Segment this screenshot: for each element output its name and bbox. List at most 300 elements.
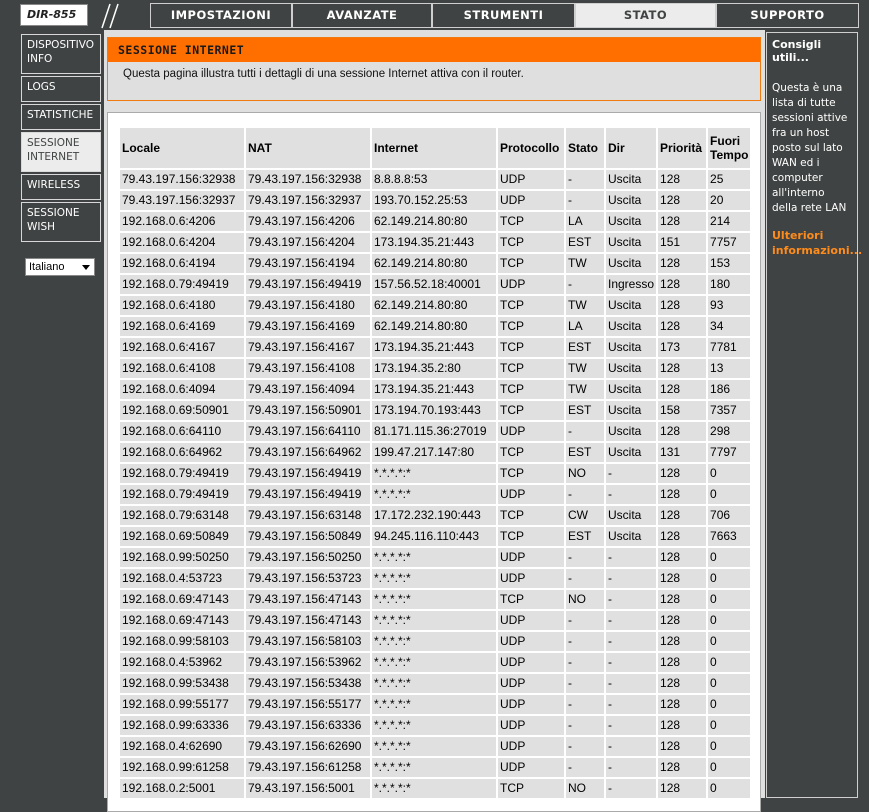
cell-priorita: 128 [658, 758, 706, 777]
cell-stato: - [566, 485, 604, 504]
cell-stato: - [566, 191, 604, 210]
cell-dir: Uscita [606, 233, 656, 252]
cell-fuori-tempo: 7797 [708, 443, 750, 462]
tab-supporto[interactable]: SUPPORTO [716, 3, 859, 28]
cell-locale: 192.168.0.69:47143 [120, 590, 244, 609]
language-select-value: Italiano [29, 261, 65, 273]
cell-protocollo: TCP [498, 338, 564, 357]
table-row [120, 527, 750, 546]
cell-priorita: 128 [658, 548, 706, 567]
cell-priorita: 128 [658, 212, 706, 231]
cell-fuori-tempo: 7663 [708, 527, 750, 546]
cell-priorita: 128 [658, 170, 706, 189]
cell-locale: 192.168.0.4:53723 [120, 569, 244, 588]
cell-locale: 192.168.0.99:63336 [120, 716, 244, 735]
column-header-stato: Stato [566, 128, 604, 168]
cell-fuori-tempo: 153 [708, 254, 750, 273]
cell-internet: 173.194.35.21:443 [372, 338, 496, 357]
cell-fuori-tempo: 706 [708, 506, 750, 525]
sidebar-item-dispositivo-info[interactable]: DISPOSITIVO INFO [21, 34, 101, 74]
cell-locale: 192.168.0.6:64110 [120, 422, 244, 441]
chevron-down-icon [82, 265, 90, 270]
cell-locale: 192.168.0.6:4180 [120, 296, 244, 315]
cell-fuori-tempo: 0 [708, 695, 750, 714]
cell-fuori-tempo: 0 [708, 674, 750, 693]
help-column [765, 30, 869, 798]
cell-locale: 192.168.0.4:53962 [120, 653, 244, 672]
cell-protocollo: UDP [498, 569, 564, 588]
cell-priorita: 128 [658, 485, 706, 504]
cell-nat: 79.43.197.156:4167 [246, 338, 370, 357]
cell-fuori-tempo: 34 [708, 317, 750, 336]
cell-internet: 173.194.35.21:443 [372, 380, 496, 399]
cell-fuori-tempo: 0 [708, 758, 750, 777]
cell-locale: 192.168.0.99:55177 [120, 695, 244, 714]
cell-dir: Uscita [606, 338, 656, 357]
sidebar-item-wireless[interactable]: WIRELESS [21, 174, 101, 200]
cell-dir: Uscita [606, 506, 656, 525]
table-row [120, 254, 750, 273]
main-content [104, 30, 765, 798]
cell-stato: LA [566, 212, 604, 231]
cell-nat: 79.43.197.156:53723 [246, 569, 370, 588]
cell-nat: 79.43.197.156:49419 [246, 275, 370, 294]
cell-fuori-tempo: 180 [708, 275, 750, 294]
cell-dir: Uscita [606, 443, 656, 462]
tab-strumenti[interactable]: STRUMENTI [432, 3, 575, 28]
table-row [120, 338, 750, 357]
cell-dir: Uscita [606, 254, 656, 273]
cell-locale: 192.168.0.6:4108 [120, 359, 244, 378]
cell-stato: - [566, 611, 604, 630]
cell-nat: 79.43.197.156:4180 [246, 296, 370, 315]
cell-fuori-tempo: 0 [708, 590, 750, 609]
table-row [120, 170, 750, 189]
cell-locale: 192.168.0.6:4169 [120, 317, 244, 336]
cell-internet: *.*.*.*:* [372, 632, 496, 651]
cell-priorita: 128 [658, 632, 706, 651]
cell-protocollo: UDP [498, 737, 564, 756]
cell-nat: 79.43.197.156:61258 [246, 758, 370, 777]
cell-protocollo: UDP [498, 674, 564, 693]
cell-protocollo: TCP [498, 779, 564, 798]
cell-stato: - [566, 737, 604, 756]
cell-dir: - [606, 653, 656, 672]
cell-dir: Uscita [606, 170, 656, 189]
cell-priorita: 128 [658, 695, 706, 714]
cell-fuori-tempo: 186 [708, 380, 750, 399]
cell-protocollo: UDP [498, 422, 564, 441]
cell-locale: 192.168.0.6:64962 [120, 443, 244, 462]
cell-protocollo: UDP [498, 170, 564, 189]
cell-nat: 79.43.197.156:4204 [246, 233, 370, 252]
cell-internet: *.*.*.*:* [372, 569, 496, 588]
table-row [120, 422, 750, 441]
cell-internet: *.*.*.*:* [372, 485, 496, 504]
tab-avanzate[interactable]: AVANZATE [292, 3, 432, 28]
cell-priorita: 128 [658, 422, 706, 441]
cell-stato: - [566, 275, 604, 294]
cell-internet: 173.194.35.2:80 [372, 359, 496, 378]
cell-internet: *.*.*.*:* [372, 653, 496, 672]
cell-protocollo: TCP [498, 464, 564, 483]
cell-priorita: 128 [658, 590, 706, 609]
cell-nat: 79.43.197.156:55177 [246, 695, 370, 714]
cell-dir: Uscita [606, 401, 656, 420]
cell-priorita: 128 [658, 506, 706, 525]
cell-internet: *.*.*.*:* [372, 674, 496, 693]
table-row [120, 212, 750, 231]
cell-protocollo: TCP [498, 233, 564, 252]
cell-priorita: 128 [658, 779, 706, 798]
table-row [120, 716, 750, 735]
cell-locale: 79.43.197.156:32937 [120, 191, 244, 210]
cell-locale: 192.168.0.6:4094 [120, 380, 244, 399]
cell-fuori-tempo: 0 [708, 653, 750, 672]
cell-locale: 79.43.197.156:32938 [120, 170, 244, 189]
cell-internet: 8.8.8.8:53 [372, 170, 496, 189]
table-row [120, 569, 750, 588]
cell-priorita: 128 [658, 191, 706, 210]
cell-protocollo: TCP [498, 590, 564, 609]
cell-dir: - [606, 716, 656, 735]
cell-nat: 79.43.197.156:4194 [246, 254, 370, 273]
cell-stato: TW [566, 380, 604, 399]
cell-protocollo: TCP [498, 506, 564, 525]
column-header-locale: Locale [120, 128, 244, 168]
table-row [120, 275, 750, 294]
cell-nat: 79.43.197.156:4094 [246, 380, 370, 399]
cell-internet: *.*.*.*:* [372, 464, 496, 483]
cell-protocollo: UDP [498, 548, 564, 567]
cell-fuori-tempo: 13 [708, 359, 750, 378]
column-header-dir: Dir [606, 128, 656, 168]
page-description: Questa pagina illustra tutti i dettagli di una sessione Internet attiva con il router. [123, 68, 524, 80]
table-header-row [120, 128, 750, 168]
cell-stato: EST [566, 401, 604, 420]
cell-nat: 79.43.197.156:50901 [246, 401, 370, 420]
cell-priorita: 151 [658, 233, 706, 252]
cell-protocollo: TCP [498, 401, 564, 420]
cell-priorita: 128 [658, 380, 706, 399]
more-info-link[interactable]: Ulteriori informazioni... [772, 229, 863, 257]
table-row [120, 506, 750, 525]
cell-stato: EST [566, 233, 604, 252]
cell-nat: 79.43.197.156:62690 [246, 737, 370, 756]
cell-dir: Uscita [606, 317, 656, 336]
cell-dir: - [606, 611, 656, 630]
cell-fuori-tempo: 25 [708, 170, 750, 189]
cell-dir: - [606, 548, 656, 567]
cell-internet: 81.171.115.36:27019 [372, 422, 496, 441]
cell-nat: 79.43.197.156:50250 [246, 548, 370, 567]
cell-locale: 192.168.0.6:4194 [120, 254, 244, 273]
cell-locale: 192.168.0.6:4167 [120, 338, 244, 357]
cell-internet: *.*.*.*:* [372, 611, 496, 630]
cell-dir: Uscita [606, 422, 656, 441]
cell-stato: - [566, 632, 604, 651]
cell-internet: 193.70.152.25:53 [372, 191, 496, 210]
cell-priorita: 128 [658, 254, 706, 273]
top-nav-bar [0, 0, 869, 30]
cell-fuori-tempo: 0 [708, 548, 750, 567]
cell-stato: NO [566, 779, 604, 798]
table-row [120, 548, 750, 567]
cell-nat: 79.43.197.156:64962 [246, 443, 370, 462]
cell-nat: 79.43.197.156:4206 [246, 212, 370, 231]
table-row [120, 632, 750, 651]
cell-stato: - [566, 695, 604, 714]
cell-dir: - [606, 569, 656, 588]
model-logo: DIR-855 [20, 4, 88, 26]
cell-nat: 79.43.197.156:32938 [246, 170, 370, 189]
cell-priorita: 128 [658, 569, 706, 588]
cell-protocollo: UDP [498, 716, 564, 735]
cell-internet: 173.194.35.21:443 [372, 233, 496, 252]
cell-nat: 79.43.197.156:4169 [246, 317, 370, 336]
cell-internet: 62.149.214.80:80 [372, 212, 496, 231]
cell-internet: 62.149.214.80:80 [372, 296, 496, 315]
cell-internet: *.*.*.*:* [372, 695, 496, 714]
cell-protocollo: UDP [498, 695, 564, 714]
cell-fuori-tempo: 0 [708, 632, 750, 651]
cell-priorita: 128 [658, 653, 706, 672]
cell-fuori-tempo: 214 [708, 212, 750, 231]
table-row [120, 380, 750, 399]
cell-protocollo: TCP [498, 317, 564, 336]
cell-protocollo: TCP [498, 527, 564, 546]
cell-stato: - [566, 170, 604, 189]
sidebar-item-statistiche[interactable]: STATISTICHE [21, 104, 101, 130]
language-select[interactable] [25, 258, 95, 276]
cell-priorita: 128 [658, 317, 706, 336]
table-row [120, 485, 750, 504]
help-text: Questa è una lista di tutte sessioni attive fra un host posto sul lato WAN ed i computer all'interno della rete LAN [772, 82, 848, 214]
sidebar-item-logs[interactable]: LOGS [21, 76, 101, 102]
cell-stato: TW [566, 359, 604, 378]
cell-nat: 79.43.197.156:58103 [246, 632, 370, 651]
cell-protocollo: UDP [498, 485, 564, 504]
sidebar-item-sessione-internet[interactable]: SESSIONE INTERNET [21, 132, 101, 172]
cell-internet: *.*.*.*:* [372, 548, 496, 567]
cell-protocollo: TCP [498, 296, 564, 315]
cell-dir: - [606, 590, 656, 609]
session-table [118, 126, 752, 800]
cell-internet: 199.47.217.147:80 [372, 443, 496, 462]
cell-internet: *.*.*.*:* [372, 716, 496, 735]
cell-protocollo: UDP [498, 758, 564, 777]
cell-internet: 17.172.232.190:443 [372, 506, 496, 525]
cell-dir: - [606, 632, 656, 651]
cell-stato: - [566, 569, 604, 588]
cell-dir: - [606, 464, 656, 483]
table-row [120, 317, 750, 336]
cell-nat: 79.43.197.156:50849 [246, 527, 370, 546]
cell-locale: 192.168.0.69:50849 [120, 527, 244, 546]
table-row [120, 611, 750, 630]
cell-dir: - [606, 758, 656, 777]
cell-protocollo: UDP [498, 653, 564, 672]
cell-nat: 79.43.197.156:32937 [246, 191, 370, 210]
cell-stato: - [566, 548, 604, 567]
cell-internet: *.*.*.*:* [372, 590, 496, 609]
cell-protocollo: UDP [498, 632, 564, 651]
cell-priorita: 128 [658, 674, 706, 693]
table-row [120, 674, 750, 693]
cell-fuori-tempo: 20 [708, 191, 750, 210]
cell-nat: 79.43.197.156:47143 [246, 590, 370, 609]
cell-locale: 192.168.0.99:58103 [120, 632, 244, 651]
cell-priorita: 128 [658, 527, 706, 546]
table-row [120, 653, 750, 672]
cell-fuori-tempo: 0 [708, 485, 750, 504]
column-header-internet: Internet [372, 128, 496, 168]
section-header-box [107, 37, 761, 101]
cell-nat: 79.43.197.156:49419 [246, 464, 370, 483]
cell-protocollo: UDP [498, 191, 564, 210]
cell-protocollo: TCP [498, 359, 564, 378]
cell-stato: - [566, 758, 604, 777]
table-row [120, 296, 750, 315]
cell-fuori-tempo: 7357 [708, 401, 750, 420]
help-title: Consigli utili... [772, 38, 822, 64]
sidebar-item-sessione-wish[interactable]: SESSIONE WISH [21, 202, 101, 242]
cell-nat: 79.43.197.156:63148 [246, 506, 370, 525]
cell-dir: - [606, 674, 656, 693]
cell-fuori-tempo: 298 [708, 422, 750, 441]
cell-stato: EST [566, 443, 604, 462]
cell-stato: - [566, 674, 604, 693]
table-row [120, 737, 750, 756]
cell-stato: - [566, 422, 604, 441]
cell-internet: *.*.*.*:* [372, 779, 496, 798]
cell-locale: 192.168.0.6:4204 [120, 233, 244, 252]
table-row [120, 401, 750, 420]
cell-fuori-tempo: 0 [708, 611, 750, 630]
cell-fuori-tempo: 7781 [708, 338, 750, 357]
cell-stato: LA [566, 317, 604, 336]
cell-locale: 192.168.0.79:63148 [120, 506, 244, 525]
help-panel [766, 32, 863, 798]
session-table-body [120, 170, 750, 798]
cell-internet: 157.56.52.18:40001 [372, 275, 496, 294]
cell-stato: TW [566, 254, 604, 273]
cell-internet: 173.194.70.193:443 [372, 401, 496, 420]
cell-nat: 79.43.197.156:53962 [246, 653, 370, 672]
cell-nat: 79.43.197.156:64110 [246, 422, 370, 441]
cell-stato: NO [566, 590, 604, 609]
cell-locale: 192.168.0.79:49419 [120, 485, 244, 504]
page-title: SESSIONE INTERNET [108, 38, 760, 62]
cell-internet: 94.245.116.110:443 [372, 527, 496, 546]
cell-priorita: 173 [658, 338, 706, 357]
cell-protocollo: UDP [498, 275, 564, 294]
cell-dir: - [606, 737, 656, 756]
tab-impostazioni[interactable]: IMPOSTAZIONI [150, 3, 292, 28]
cell-dir: Uscita [606, 359, 656, 378]
cell-priorita: 131 [658, 443, 706, 462]
cell-protocollo: TCP [498, 380, 564, 399]
cell-protocollo: TCP [498, 254, 564, 273]
cell-locale: 192.168.0.4:62690 [120, 737, 244, 756]
cell-fuori-tempo: 0 [708, 737, 750, 756]
cell-fuori-tempo: 0 [708, 779, 750, 798]
cell-priorita: 128 [658, 296, 706, 315]
cell-fuori-tempo: 0 [708, 569, 750, 588]
cell-nat: 79.43.197.156:49419 [246, 485, 370, 504]
column-header-protocollo: Protocollo [498, 128, 564, 168]
cell-dir: Uscita [606, 380, 656, 399]
table-row [120, 191, 750, 210]
cell-priorita: 158 [658, 401, 706, 420]
cell-fuori-tempo: 93 [708, 296, 750, 315]
tab-stato[interactable]: STATO [575, 3, 716, 28]
cell-locale: 192.168.0.79:49419 [120, 275, 244, 294]
column-header-fuori-tempo: Fuori Tempo [708, 128, 750, 168]
cell-protocollo: TCP [498, 443, 564, 462]
table-row [120, 359, 750, 378]
cell-locale: 192.168.0.2:5001 [120, 779, 244, 798]
cell-dir: Uscita [606, 527, 656, 546]
cell-dir: - [606, 695, 656, 714]
cell-priorita: 128 [658, 611, 706, 630]
cell-stato: CW [566, 506, 604, 525]
table-row [120, 233, 750, 252]
cell-nat: 79.43.197.156:4108 [246, 359, 370, 378]
cell-protocollo: TCP [498, 212, 564, 231]
column-header-priorita: Priorità [658, 128, 706, 168]
cell-nat: 79.43.197.156:5001 [246, 779, 370, 798]
table-row [120, 779, 750, 798]
cell-internet: *.*.*.*:* [372, 758, 496, 777]
cell-nat: 79.43.197.156:47143 [246, 611, 370, 630]
cell-protocollo: UDP [498, 611, 564, 630]
cell-nat: 79.43.197.156:63336 [246, 716, 370, 735]
table-row [120, 695, 750, 714]
column-header-nat: NAT [246, 128, 370, 168]
cell-locale: 192.168.0.99:50250 [120, 548, 244, 567]
cell-dir: - [606, 779, 656, 798]
cell-locale: 192.168.0.69:47143 [120, 611, 244, 630]
cell-fuori-tempo: 0 [708, 464, 750, 483]
table-row [120, 464, 750, 483]
table-row [120, 590, 750, 609]
cell-priorita: 128 [658, 464, 706, 483]
cell-internet: *.*.*.*:* [372, 737, 496, 756]
cell-nat: 79.43.197.156:53438 [246, 674, 370, 693]
cell-locale: 192.168.0.99:61258 [120, 758, 244, 777]
cell-locale: 192.168.0.69:50901 [120, 401, 244, 420]
cell-priorita: 128 [658, 737, 706, 756]
cell-fuori-tempo: 7757 [708, 233, 750, 252]
cell-dir: Uscita [606, 212, 656, 231]
cell-stato: EST [566, 527, 604, 546]
cell-dir: Ingresso [606, 275, 656, 294]
cell-priorita: 128 [658, 716, 706, 735]
cell-dir: Uscita [606, 191, 656, 210]
cell-dir: Uscita [606, 296, 656, 315]
cell-locale: 192.168.0.79:49419 [120, 464, 244, 483]
cell-stato: - [566, 716, 604, 735]
cell-dir: - [606, 485, 656, 504]
divider-slashes-icon [92, 3, 142, 29]
table-row [120, 758, 750, 777]
cell-locale: 192.168.0.99:53438 [120, 674, 244, 693]
session-table-panel [107, 112, 761, 812]
cell-priorita: 128 [658, 275, 706, 294]
cell-internet: 62.149.214.80:80 [372, 317, 496, 336]
cell-locale: 192.168.0.6:4206 [120, 212, 244, 231]
